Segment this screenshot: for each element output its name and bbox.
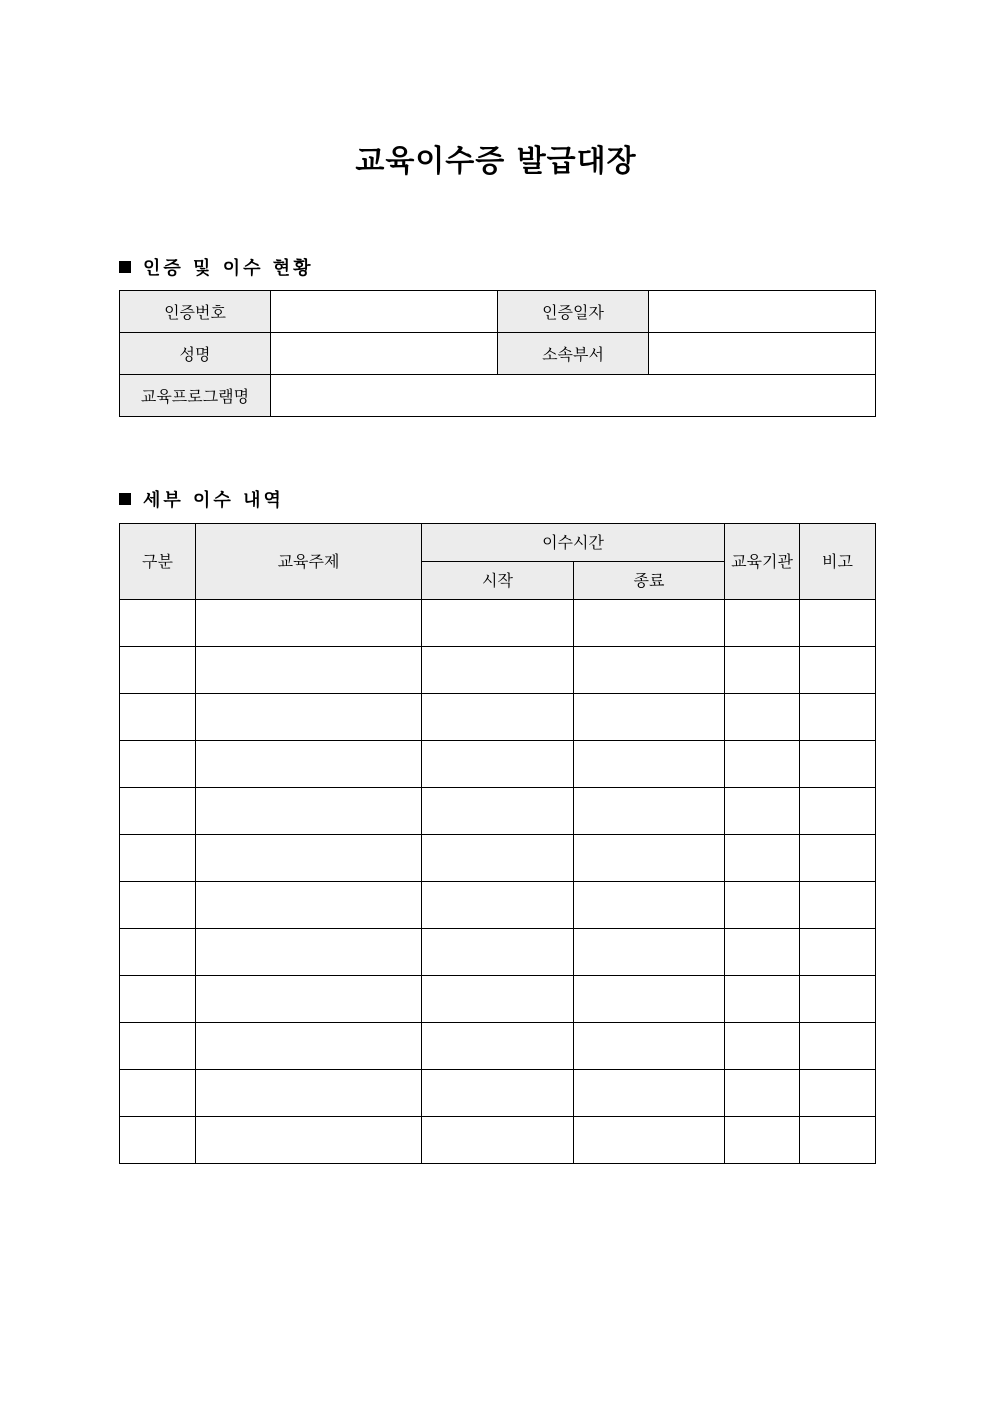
department-label: 소속부서 <box>498 333 649 375</box>
table-row <box>120 600 876 647</box>
cell-institution[interactable] <box>725 647 800 694</box>
cell-start[interactable] <box>422 647 574 694</box>
program-name-field[interactable] <box>271 375 876 417</box>
cell-remarks[interactable] <box>800 741 876 788</box>
table-row <box>120 976 876 1023</box>
cell-remarks[interactable] <box>800 647 876 694</box>
cell-institution[interactable] <box>725 929 800 976</box>
column-header-topic: 교육주제 <box>196 524 422 600</box>
cell-remarks[interactable] <box>800 600 876 647</box>
table-row <box>120 788 876 835</box>
cell-topic[interactable] <box>196 976 422 1023</box>
column-header-start: 시작 <box>422 562 574 600</box>
table-row <box>120 375 876 417</box>
cell-institution[interactable] <box>725 694 800 741</box>
cell-end[interactable] <box>574 1070 725 1117</box>
cell-topic[interactable] <box>196 929 422 976</box>
certification-info-table <box>119 290 876 417</box>
document-title: 교육이수증 발급대장 <box>355 144 637 179</box>
cell-remarks[interactable] <box>800 1070 876 1117</box>
cell-start[interactable] <box>422 741 574 788</box>
table-row <box>120 1023 876 1070</box>
section-heading-text: 세부 이수 내역 <box>143 490 284 511</box>
cell-category[interactable] <box>120 976 196 1023</box>
cell-end[interactable] <box>574 882 725 929</box>
cell-remarks[interactable] <box>800 1117 876 1164</box>
section-heading-details <box>119 486 284 512</box>
cell-start[interactable] <box>422 882 574 929</box>
cell-institution[interactable] <box>725 835 800 882</box>
column-header-category: 구분 <box>120 524 196 600</box>
cell-institution[interactable] <box>725 600 800 647</box>
cell-institution[interactable] <box>725 1117 800 1164</box>
cell-end[interactable] <box>574 929 725 976</box>
cell-category[interactable] <box>120 835 196 882</box>
cell-topic[interactable] <box>196 647 422 694</box>
name-label: 성명 <box>120 333 271 375</box>
cell-end[interactable] <box>574 741 725 788</box>
cell-start[interactable] <box>422 600 574 647</box>
cell-start[interactable] <box>422 1070 574 1117</box>
header-row <box>120 524 876 562</box>
column-header-remarks: 비고 <box>800 524 876 600</box>
cell-remarks[interactable] <box>800 788 876 835</box>
cell-category[interactable] <box>120 741 196 788</box>
cell-topic[interactable] <box>196 882 422 929</box>
cell-remarks[interactable] <box>800 1023 876 1070</box>
cell-topic[interactable] <box>196 1070 422 1117</box>
name-field[interactable] <box>271 333 498 375</box>
cell-end[interactable] <box>574 647 725 694</box>
table-row <box>120 1070 876 1117</box>
cell-remarks[interactable] <box>800 976 876 1023</box>
table-row <box>120 291 876 333</box>
cell-category[interactable] <box>120 1070 196 1117</box>
table-row <box>120 835 876 882</box>
cert-date-label: 인증일자 <box>498 291 649 333</box>
table-row <box>120 694 876 741</box>
cell-category[interactable] <box>120 882 196 929</box>
cell-topic[interactable] <box>196 600 422 647</box>
table-row <box>120 929 876 976</box>
table-row <box>120 333 876 375</box>
cell-institution[interactable] <box>725 882 800 929</box>
cert-date-field[interactable] <box>649 291 876 333</box>
section-heading-text: 인증 및 이수 현황 <box>143 258 314 279</box>
cert-number-label: 인증번호 <box>120 291 271 333</box>
table-row <box>120 647 876 694</box>
cell-category[interactable] <box>120 1023 196 1070</box>
cell-remarks[interactable] <box>800 882 876 929</box>
cell-remarks[interactable] <box>800 929 876 976</box>
cell-end[interactable] <box>574 694 725 741</box>
cell-end[interactable] <box>574 788 725 835</box>
cell-institution[interactable] <box>725 1023 800 1070</box>
column-header-end: 종료 <box>574 562 725 600</box>
cell-topic[interactable] <box>196 835 422 882</box>
square-bullet-icon <box>119 261 131 273</box>
cell-start[interactable] <box>422 929 574 976</box>
department-field[interactable] <box>649 333 876 375</box>
cell-start[interactable] <box>422 1023 574 1070</box>
cell-category[interactable] <box>120 929 196 976</box>
cell-end[interactable] <box>574 976 725 1023</box>
program-name-label: 교육프로그램명 <box>120 375 271 417</box>
cell-topic[interactable] <box>196 741 422 788</box>
cell-topic[interactable] <box>196 788 422 835</box>
section-heading-certification <box>119 254 314 280</box>
cell-end[interactable] <box>574 1117 725 1164</box>
cell-end[interactable] <box>574 1023 725 1070</box>
cell-category[interactable] <box>120 1117 196 1164</box>
column-header-institution: 교육기관 <box>725 524 800 600</box>
completion-details-table <box>119 523 876 1164</box>
square-bullet-icon <box>119 493 131 505</box>
cell-end[interactable] <box>574 835 725 882</box>
cell-end[interactable] <box>574 600 725 647</box>
cell-topic[interactable] <box>196 1117 422 1164</box>
cell-category[interactable] <box>120 694 196 741</box>
table-row <box>120 1117 876 1164</box>
cert-number-field[interactable] <box>271 291 498 333</box>
cell-institution[interactable] <box>725 788 800 835</box>
cell-remarks[interactable] <box>800 694 876 741</box>
cell-topic[interactable] <box>196 1023 422 1070</box>
cell-category[interactable] <box>120 647 196 694</box>
cell-topic[interactable] <box>196 694 422 741</box>
cell-category[interactable] <box>120 788 196 835</box>
cell-start[interactable] <box>422 835 574 882</box>
cell-institution[interactable] <box>725 1070 800 1117</box>
cell-remarks[interactable] <box>800 835 876 882</box>
cell-start[interactable] <box>422 1117 574 1164</box>
cell-start[interactable] <box>422 694 574 741</box>
cell-institution[interactable] <box>725 976 800 1023</box>
table-row <box>120 882 876 929</box>
cell-category[interactable] <box>120 600 196 647</box>
cell-institution[interactable] <box>725 741 800 788</box>
cell-start[interactable] <box>422 788 574 835</box>
cell-start[interactable] <box>422 976 574 1023</box>
table-row <box>120 741 876 788</box>
column-header-hours: 이수시간 <box>422 524 725 562</box>
